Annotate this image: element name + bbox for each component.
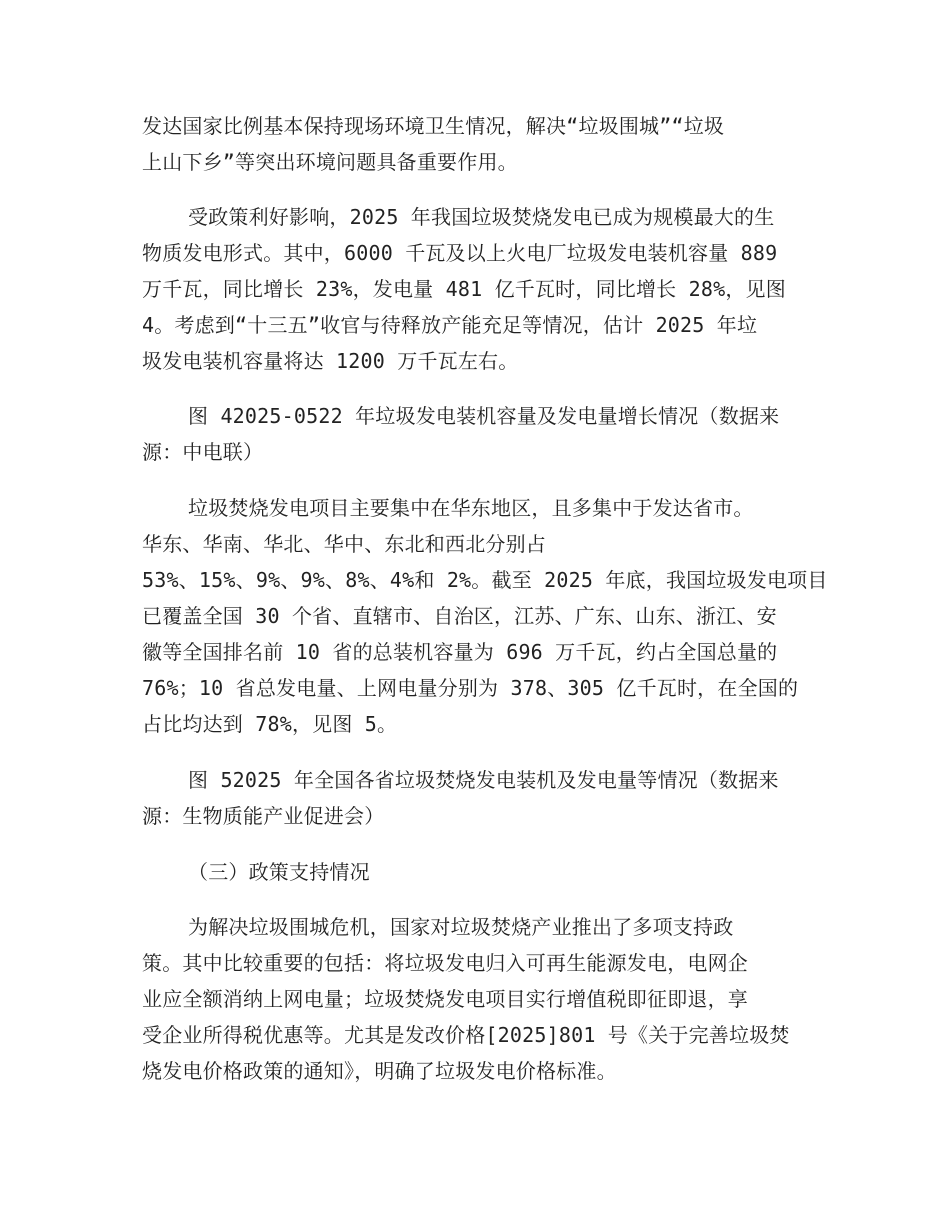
paragraph-line: 已覆盖全国 30 个省、直辖市、自治区，江苏、广东、山东、浙江、安: [142, 604, 777, 628]
paragraph-line: 发达国家比例基本保持现场环境卫生情况，解决“垃圾围城”“垃圾: [142, 114, 725, 138]
section-heading: （三）政策支持情况: [188, 860, 370, 884]
paragraph-line: 万千瓦，同比增长 23%，发电量 481 亿千瓦时，同比增长 28%，见图: [142, 277, 786, 301]
paragraph-line: 为解决垃圾围城危机，国家对垃圾焚烧产业推出了多项支持政: [188, 915, 734, 939]
paragraph-line: 占比均达到 78%，见图 5。: [142, 712, 398, 736]
paragraph-line: 上山下乡”等突出环境问题具备重要作用。: [142, 150, 518, 174]
paragraph-line: 受企业所得税优惠等。尤其是发改价格[2025]801 号《关于完善垃圾焚: [142, 1023, 790, 1047]
paragraph-line: 圾发电装机容量将达 1200 万千瓦左右。: [142, 349, 519, 373]
figure-caption-line: 源：中电联）: [142, 440, 264, 464]
paragraph-line: 策。其中比较重要的包括：将垃圾发电归入可再生能源发电，电网企: [142, 951, 748, 975]
paragraph-line: 4。考虑到“十三五”收官与待释放产能充足等情况，估计 2025 年垃: [142, 313, 758, 337]
figure-caption-line: 图 42025-0522 年垃圾发电装机容量及发电量增长情况（数据来: [188, 404, 780, 428]
paragraph-line: 53%、15%、9%、9%、8%、4%和 2%。截至 2025 年底，我国垃圾发电项目: [142, 568, 828, 592]
figure-caption-line: 源：生物质能产业促进会）: [142, 804, 385, 828]
paragraph-line: 业应全额消纳上网电量；垃圾焚烧发电项目实行增值税即征即退，享: [142, 987, 748, 1011]
figure-caption-line: 图 52025 年全国各省垃圾焚烧发电装机及发电量等情况（数据来: [188, 768, 779, 792]
paragraph-line: 物质发电形式。其中，6000 千瓦及以上火电厂垃圾发电装机容量 889: [142, 241, 778, 265]
paragraph-line: 烧发电价格政策的通知》，明确了垃圾发电价格标准。: [142, 1059, 617, 1083]
paragraph-line: 受政策利好影响，2025 年我国垃圾焚烧发电已成为规模最大的生: [188, 205, 775, 229]
paragraph-line: 华东、华南、华北、华中、东北和西北分别占: [142, 532, 546, 556]
paragraph-line: 徽等全国排名前 10 省的总装机容量为 696 万千瓦，约占全国总量的: [142, 640, 778, 664]
paragraph-line: 垃圾焚烧发电项目主要集中在华东地区，且多集中于发达省市。: [188, 496, 754, 520]
paragraph-line: 76%；10 省总发电量、上网电量分别为 378、305 亿千瓦时，在全国的: [142, 676, 799, 700]
